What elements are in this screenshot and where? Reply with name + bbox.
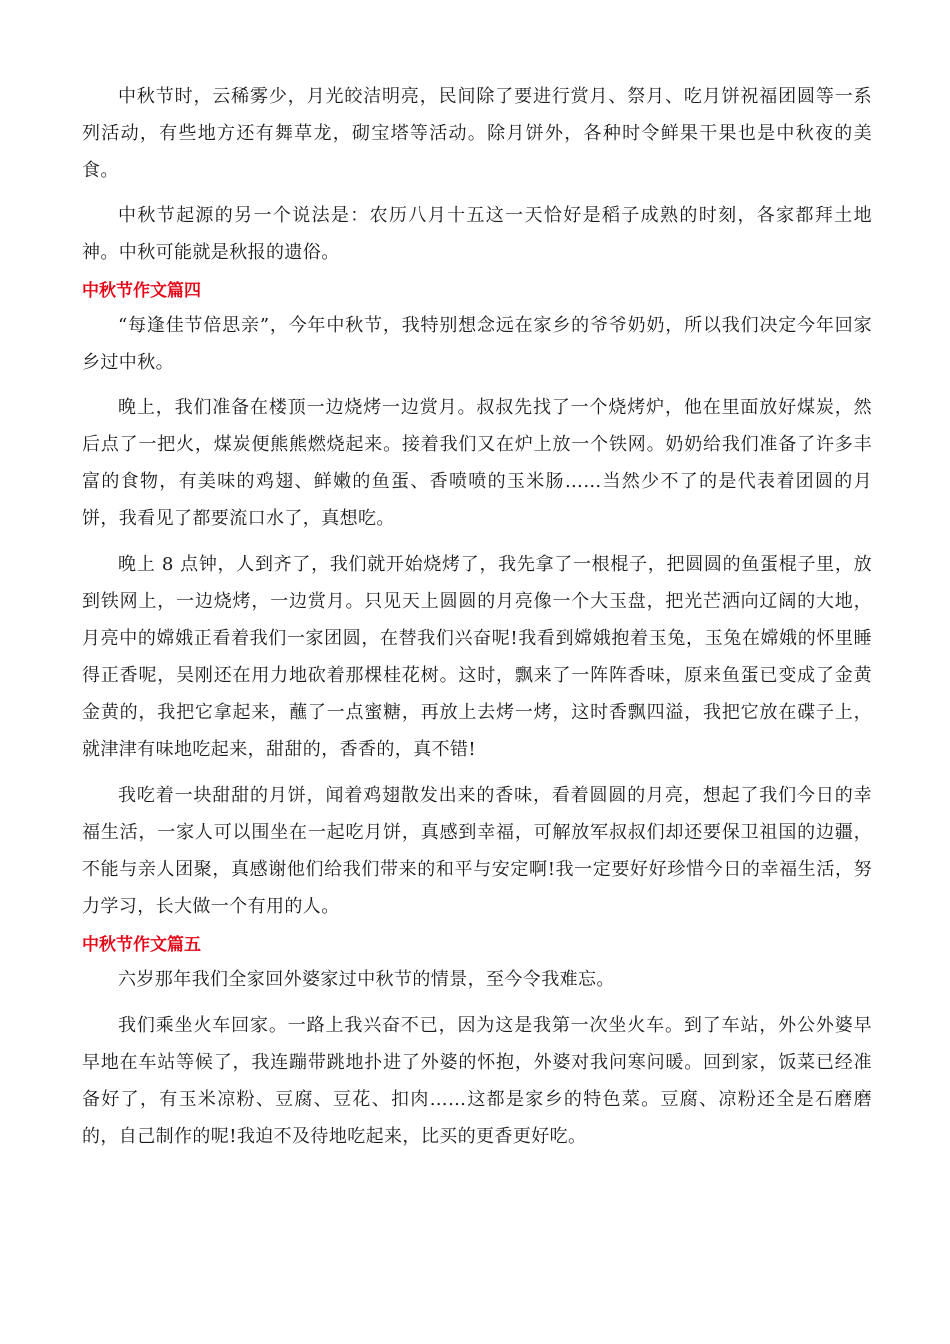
- essay4-title: 中秋节作文篇四: [82, 281, 201, 301]
- essay5-paragraph-1: 六岁那年我们全家回外婆家过中秋节的情景，至今令我难忘。: [118, 969, 615, 990]
- document-page: [82, 78, 872, 1155]
- essay5-title: 中秋节作文篇五: [82, 935, 201, 955]
- essay4-paragraph-2: 晚上，我们准备在楼顶一边烧烤一边赏月。叔叔先找了一个烧烤炉，他在里面放好煤炭，然后点了一把火，煤炭便熊熊燃烧起来。接着我们又在炉上放一个铁网。奶奶给我们准备了许多丰富的食物，有美味的鸡翅、鲜嫩的鱼蛋、香喷喷的玉米肠……当然少不了的是代表着团圆的月饼，我看见了都要流口水了，真想吃。: [82, 397, 872, 529]
- essay5-paragraph-2: 我们乘坐火车回家。一路上我兴奋不已，因为这是我第一次坐火车。到了车站，外公外婆早早地在车站等候了，我连蹦带跳地扑进了外婆的怀抱，外婆对我问寒问暖。回到家，饭菜已经准备好了，有玉米凉粉、豆腐、豆花、扣肉……这都是家乡的特色菜。豆腐、凉粉还全是石磨磨的，自己制作的呢!我迫不及待地吃起来，比买的更香更好吃。: [82, 1015, 872, 1147]
- essay4-paragraph-4: 我吃着一块甜甜的月饼，闻着鸡翅散发出来的香味，看着圆圆的月亮，想起了我们今日的幸福生活，一家人可以围坐在一起吃月饼，真感到幸福，可解放军叔叔们却还要保卫祖国的边疆，不能与亲人团聚，真感谢他们给我们带来的和平与安定啊!我一定要好好珍惜今日的幸福生活，努力学习，长大做一个有用的人。: [82, 785, 872, 917]
- essay4-paragraph-3: 晚上 8 点钟，人到齐了，我们就开始烧烤了，我先拿了一根棍子，把圆圆的鱼蛋棍子里，放到铁网上，一边烧烤，一边赏月。只见天上圆圆的月亮像一个大玉盘，把光芒洒向辽阔的大地，月亮中的嫦娥正看着我们一家团圆，在替我们兴奋呢!我看到嫦娥抱着玉兔，玉兔在嫦娥的怀里睡得正香呢，吴刚还在用力地砍着那棵桂花树。这时，飘来了一阵阵香味，原来鱼蛋已变成了金黄金黄的，我把它拿起来，蘸了一点蜜糖，再放上去烤一烤，这时香飘四溢，我把它放在碟子上，就津津有味地吃起来，甜甜的，香香的，真不错!: [82, 554, 872, 760]
- intro-paragraph-1: 中秋节时，云稀雾少，月光皎洁明亮，民间除了要进行赏月、祭月、吃月饼祝福团圆等一系列活动，有些地方还有舞草龙，砌宝塔等活动。除月饼外，各种时令鲜果干果也是中秋夜的美食。: [82, 86, 872, 181]
- essay4-paragraph-1: “每逢佳节倍思亲”，今年中秋节，我特别想念远在家乡的爷爷奶奶，所以我们决定今年回家乡过中秋。: [82, 315, 872, 373]
- intro-paragraph-2: 中秋节起源的另一个说法是：农历八月十五这一天恰好是稻子成熟的时刻，各家都拜土地神。中秋可能就是秋报的遗俗。: [82, 205, 872, 263]
